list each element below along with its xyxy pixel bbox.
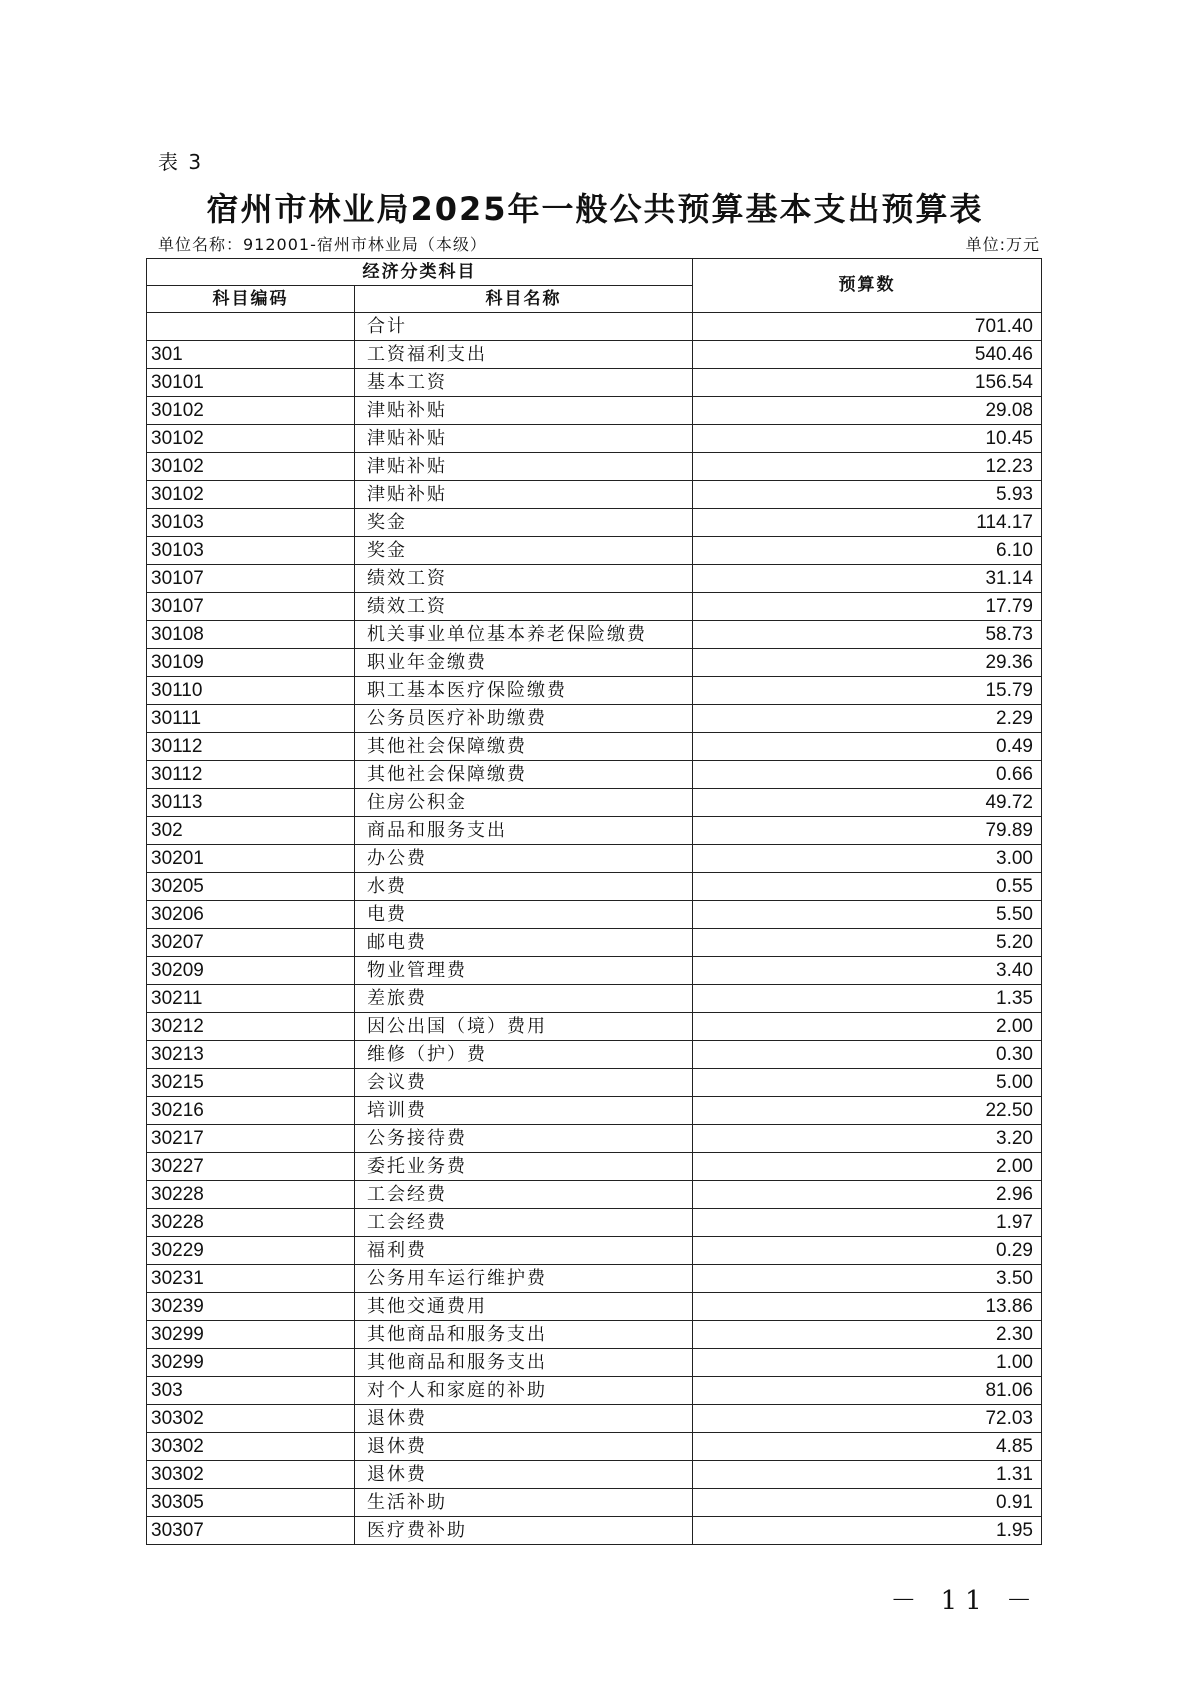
code-cell: 30299 (147, 1349, 355, 1377)
code-cell: 30299 (147, 1321, 355, 1349)
name-cell: 绩效工资 (355, 565, 693, 593)
table-row (147, 1405, 1042, 1433)
name-cell: 公务用车运行维护费 (355, 1265, 693, 1293)
amount-cell: 79.89 (693, 817, 1042, 845)
amount-cell: 1.95 (693, 1517, 1042, 1545)
code-cell: 30212 (147, 1013, 355, 1041)
table-row (147, 425, 1042, 453)
name-cell: 对个人和家庭的补助 (355, 1377, 693, 1405)
code-cell: 30110 (147, 677, 355, 705)
amount-cell: 29.08 (693, 397, 1042, 425)
amount-cell: 0.30 (693, 1041, 1042, 1069)
table-row (147, 537, 1042, 565)
table-row (147, 873, 1042, 901)
table-row (147, 1321, 1042, 1349)
code-cell: 30102 (147, 453, 355, 481)
table-row (147, 481, 1042, 509)
table-row (147, 957, 1042, 985)
table-row (147, 1041, 1042, 1069)
code-cell: 30103 (147, 537, 355, 565)
amount-cell: 3.50 (693, 1265, 1042, 1293)
document-title: 宿州市林业局2025年一般公共预算基本支出预算表 (206, 190, 984, 228)
code-cell: 30216 (147, 1097, 355, 1125)
table-row (147, 1013, 1042, 1041)
name-cell: 会议费 (355, 1069, 693, 1097)
table-row (147, 397, 1042, 425)
name-cell: 绩效工资 (355, 593, 693, 621)
amount-cell: 1.00 (693, 1349, 1042, 1377)
amount-cell: 58.73 (693, 621, 1042, 649)
name-cell: 物业管理费 (355, 957, 693, 985)
code-cell: 30213 (147, 1041, 355, 1069)
code-cell: 30307 (147, 1517, 355, 1545)
amount-cell: 81.06 (693, 1377, 1042, 1405)
name-cell: 其他交通费用 (355, 1293, 693, 1321)
table-label: 表 3 (158, 150, 204, 174)
amount-cell: 3.40 (693, 957, 1042, 985)
code-cell: 30209 (147, 957, 355, 985)
table-row (147, 761, 1042, 789)
code-cell: 30229 (147, 1237, 355, 1265)
unit-name: 单位名称：912001-宿州市林业局（本级） (158, 235, 487, 254)
table-row (147, 1153, 1042, 1181)
name-cell: 水费 (355, 873, 693, 901)
name-cell: 其他商品和服务支出 (355, 1349, 693, 1377)
name-cell: 职工基本医疗保险缴费 (355, 677, 693, 705)
name-cell: 津贴补贴 (355, 453, 693, 481)
code-cell: 30201 (147, 845, 355, 873)
code-cell: 30231 (147, 1265, 355, 1293)
table-row (147, 1517, 1042, 1545)
name-cell: 其他社会保障缴费 (355, 761, 693, 789)
table-row (147, 1237, 1042, 1265)
name-cell: 津贴补贴 (355, 397, 693, 425)
name-cell: 职业年金缴费 (355, 649, 693, 677)
code-cell: 30103 (147, 509, 355, 537)
amount-cell: 1.31 (693, 1461, 1042, 1489)
code-cell: 30102 (147, 481, 355, 509)
name-cell: 退休费 (355, 1405, 693, 1433)
amount-cell: 701.40 (693, 313, 1042, 341)
table-row (147, 1097, 1042, 1125)
name-cell: 公务员医疗补助缴费 (355, 705, 693, 733)
header-row-group (147, 259, 1042, 286)
name-cell: 津贴补贴 (355, 481, 693, 509)
name-cell: 医疗费补助 (355, 1517, 693, 1545)
amount-cell: 540.46 (693, 341, 1042, 369)
table-row (147, 1489, 1042, 1517)
table-row (147, 1461, 1042, 1489)
name-cell: 其他社会保障缴费 (355, 733, 693, 761)
name-cell: 退休费 (355, 1433, 693, 1461)
amount-cell: 1.35 (693, 985, 1042, 1013)
table-row (147, 1181, 1042, 1209)
name-cell: 差旅费 (355, 985, 693, 1013)
code-cell (147, 313, 355, 341)
name-cell: 商品和服务支出 (355, 817, 693, 845)
group-header: 经济分类科目 (147, 259, 693, 286)
name-cell: 奖金 (355, 509, 693, 537)
amount-cell: 5.00 (693, 1069, 1042, 1097)
amount-cell: 5.93 (693, 481, 1042, 509)
code-cell: 30102 (147, 425, 355, 453)
amount-cell: 31.14 (693, 565, 1042, 593)
amount-cell: 2.96 (693, 1181, 1042, 1209)
code-cell: 30305 (147, 1489, 355, 1517)
table-body (147, 313, 1042, 1545)
code-cell: 30205 (147, 873, 355, 901)
amount-cell: 1.97 (693, 1209, 1042, 1237)
amount-cell: 5.50 (693, 901, 1042, 929)
table-row (147, 313, 1042, 341)
amount-cell: 0.55 (693, 873, 1042, 901)
table-row (147, 789, 1042, 817)
table-row (147, 817, 1042, 845)
name-cell: 退休费 (355, 1461, 693, 1489)
name-cell: 机关事业单位基本养老保险缴费 (355, 621, 693, 649)
name-cell: 基本工资 (355, 369, 693, 397)
amount-cell: 72.03 (693, 1405, 1042, 1433)
amount-cell: 13.86 (693, 1293, 1042, 1321)
code-cell: 302 (147, 817, 355, 845)
name-cell: 办公费 (355, 845, 693, 873)
name-cell: 住房公积金 (355, 789, 693, 817)
amount-cell: 2.30 (693, 1321, 1042, 1349)
code-cell: 30211 (147, 985, 355, 1013)
table-row (147, 453, 1042, 481)
table-row (147, 985, 1042, 1013)
name-cell: 福利费 (355, 1237, 693, 1265)
code-cell: 30108 (147, 621, 355, 649)
code-cell: 30112 (147, 761, 355, 789)
amount-cell: 17.79 (693, 593, 1042, 621)
amount-cell: 156.54 (693, 369, 1042, 397)
name-cell: 其他商品和服务支出 (355, 1321, 693, 1349)
table-row (147, 1125, 1042, 1153)
amount-cell: 49.72 (693, 789, 1042, 817)
table-row (147, 845, 1042, 873)
code-cell: 303 (147, 1377, 355, 1405)
amount-cell: 2.29 (693, 705, 1042, 733)
name-cell: 奖金 (355, 537, 693, 565)
amount-cell: 0.49 (693, 733, 1042, 761)
table-row (147, 1069, 1042, 1097)
table-row (147, 593, 1042, 621)
code-cell: 30239 (147, 1293, 355, 1321)
page-number: － 11 － (890, 1586, 1040, 1616)
code-cell: 30228 (147, 1209, 355, 1237)
table-row (147, 1265, 1042, 1293)
code-header: 科目编码 (147, 286, 355, 313)
table-row (147, 929, 1042, 957)
code-cell: 30107 (147, 565, 355, 593)
amount-cell: 3.20 (693, 1125, 1042, 1153)
amount-cell: 4.85 (693, 1433, 1042, 1461)
amount-cell: 12.23 (693, 453, 1042, 481)
code-cell: 30102 (147, 397, 355, 425)
table-row (147, 649, 1042, 677)
code-cell: 30302 (147, 1433, 355, 1461)
table-row (147, 621, 1042, 649)
amount-cell: 0.66 (693, 761, 1042, 789)
amount-cell: 2.00 (693, 1013, 1042, 1041)
table-row (147, 509, 1042, 537)
amount-cell: 114.17 (693, 509, 1042, 537)
name-cell: 工资福利支出 (355, 341, 693, 369)
amount-cell: 6.10 (693, 537, 1042, 565)
code-cell: 30227 (147, 1153, 355, 1181)
code-cell: 30109 (147, 649, 355, 677)
unit-label: 单位:万元 (965, 235, 1040, 254)
table-row (147, 1209, 1042, 1237)
table-row (147, 1349, 1042, 1377)
name-cell: 生活补助 (355, 1489, 693, 1517)
code-cell: 30215 (147, 1069, 355, 1097)
code-cell: 30113 (147, 789, 355, 817)
name-cell: 电费 (355, 901, 693, 929)
name-cell: 工会经费 (355, 1209, 693, 1237)
amount-cell: 22.50 (693, 1097, 1042, 1125)
code-cell: 30111 (147, 705, 355, 733)
amount-cell: 2.00 (693, 1153, 1042, 1181)
budget-table (146, 258, 1042, 1545)
amount-cell: 5.20 (693, 929, 1042, 957)
code-cell: 30302 (147, 1461, 355, 1489)
amount-cell: 10.45 (693, 425, 1042, 453)
amount-cell: 0.91 (693, 1489, 1042, 1517)
table-row (147, 901, 1042, 929)
name-cell: 合计 (355, 313, 693, 341)
name-cell: 邮电费 (355, 929, 693, 957)
name-header: 科目名称 (355, 286, 693, 313)
table-row (147, 1433, 1042, 1461)
amount-cell: 15.79 (693, 677, 1042, 705)
table-row (147, 369, 1042, 397)
table-row (147, 677, 1042, 705)
name-cell: 津贴补贴 (355, 425, 693, 453)
table-row (147, 1377, 1042, 1405)
table-row (147, 565, 1042, 593)
code-cell: 30207 (147, 929, 355, 957)
name-cell: 工会经费 (355, 1181, 693, 1209)
code-cell: 30206 (147, 901, 355, 929)
name-cell: 因公出国（境）费用 (355, 1013, 693, 1041)
code-cell: 301 (147, 341, 355, 369)
amount-header: 预算数 (693, 259, 1042, 313)
amount-cell: 0.29 (693, 1237, 1042, 1265)
amount-cell: 3.00 (693, 845, 1042, 873)
code-cell: 30112 (147, 733, 355, 761)
code-cell: 30107 (147, 593, 355, 621)
name-cell: 培训费 (355, 1097, 693, 1125)
table-row (147, 1293, 1042, 1321)
code-cell: 30217 (147, 1125, 355, 1153)
table-row (147, 705, 1042, 733)
code-cell: 30101 (147, 369, 355, 397)
table-row (147, 733, 1042, 761)
code-cell: 30228 (147, 1181, 355, 1209)
code-cell: 30302 (147, 1405, 355, 1433)
table-row (147, 341, 1042, 369)
amount-cell: 29.36 (693, 649, 1042, 677)
name-cell: 维修（护）费 (355, 1041, 693, 1069)
name-cell: 公务接待费 (355, 1125, 693, 1153)
name-cell: 委托业务费 (355, 1153, 693, 1181)
